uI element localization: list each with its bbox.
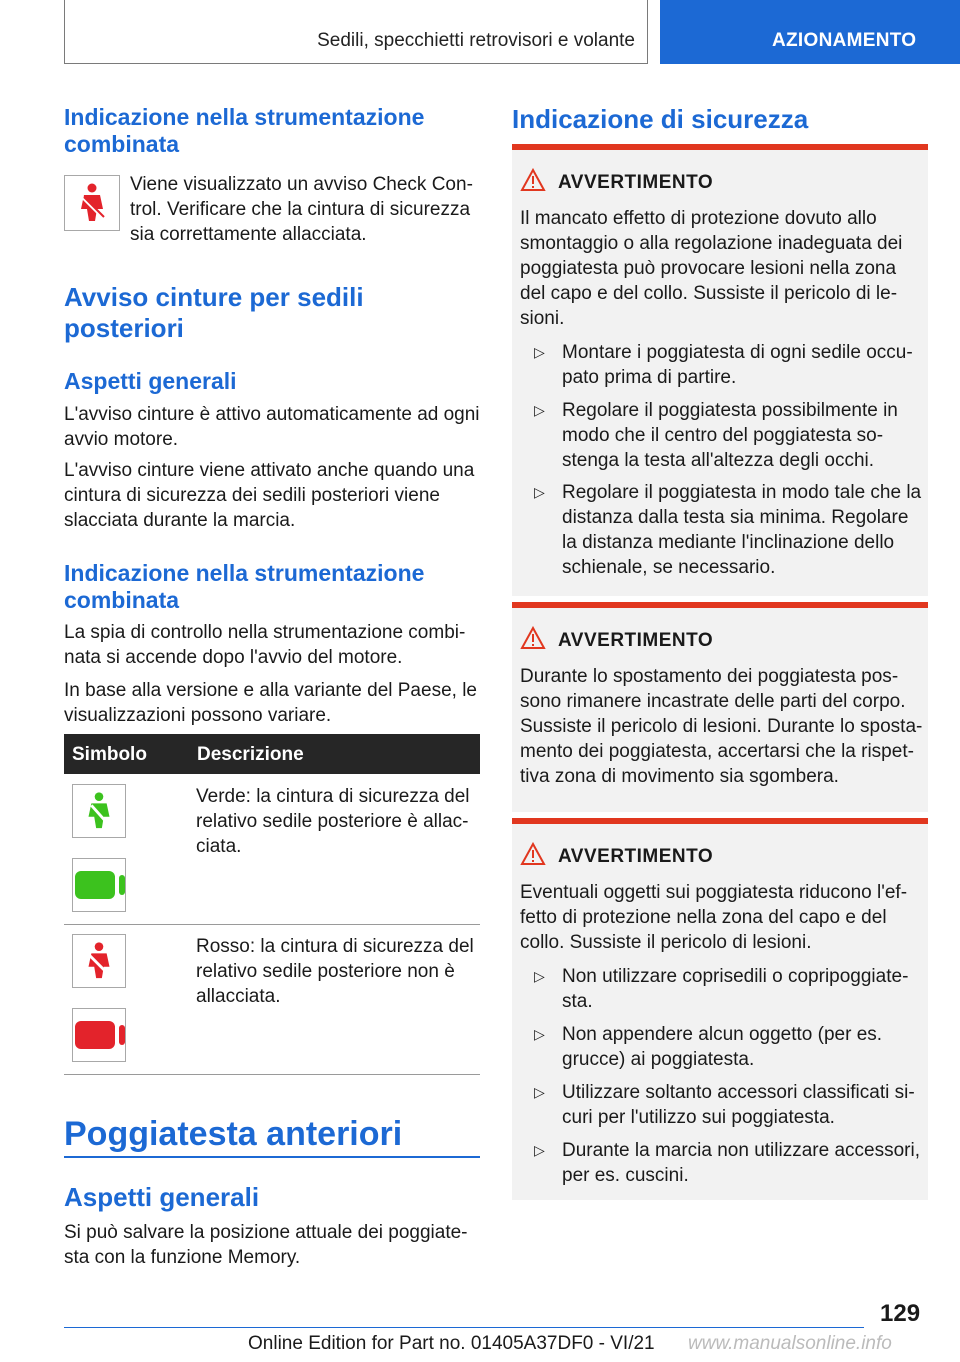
table-header-description: Descrizione [197,744,304,765]
cluster-text-1: Viene visualizzato un avviso Check Control. Verificare che la cintura di sicurezza sia correttamente allacciata. [130,174,473,245]
warning-title: AVVERTIMENTO [558,846,714,867]
warning-title: AVVERTIMENTO [558,630,714,651]
warning-box-3: AVVERTIMENTO Eventuali oggetti sui poggiatesta riducono l'effetto di protezione nella zona del capo e del collo. Sussiste il pericolo di lesioni. ▷ Non utilizzare coprisedili o copripoggiatesta. ▷ Non appendere alcun oggetto (per es. grucce) ai poggiatesta. ▷ Utilizzare soltanto accessori classificati sicuri per l'utilizzo sui poggiatesta. ▷ Durante la marcia non utilizzare accessori, per es. cuscini. [512,818,928,1200]
seat-indicator-red-icon [72,1008,126,1062]
warning-triangle-icon [520,842,546,866]
warning-text: Durante lo spostamento dei poggiatesta possono rimanere incastrate delle parti del corpo. Sussiste il pericolo di lesioni. Durante lo spostamento dei poggiatesta, accertarsi che la rispettiva zona di movimento sia sgombera. [520,666,923,787]
rear-paragraph-2: L'avviso cinture viene attivato anche quando una cintura di sicurezza dei sedili posteriori viene slacciata durante la marcia. [64,460,475,531]
table-bottom-rule [64,1074,480,1075]
seatbelt-red-icon [72,934,126,988]
header-chapter-tab[interactable] [660,0,960,64]
seatbelt-green-icon [72,784,126,838]
rear-general-heading: Aspetti generali [64,368,237,394]
warning-title: AVVERTIMENTO [558,172,714,193]
symbol-table-header [64,734,480,774]
headrest-heading-rule [64,1156,480,1158]
header-chapter-title: AZIONAMENTO [772,30,917,51]
rear-paragraph-4: In base alla versione e alla variante del Paese, le visualizzazioni possono variare. [64,680,477,726]
safety-heading: Indicazione di sicurezza [512,104,809,134]
footer-rule [64,1327,864,1328]
table-row-divider [64,924,480,925]
header-section-title: Sedili, specchietti retrovisori e volante [317,30,635,51]
rear-paragraph-1: L'avviso cinture è attivo automaticamente ad ogni avvio motore. [64,404,480,450]
rear-reminder-heading: Avviso cinture per sedili posteriori [64,282,364,343]
header-section-box [64,0,648,64]
warning-triangle-icon [520,168,546,192]
page-number: 129 [880,1300,921,1327]
warning-text: Eventuali oggetti sui poggiatesta riducono l'effetto di protezione nella zona del capo e del collo. Sussiste il pericolo di lesioni. [520,882,908,953]
table-row-description-red: Rosso: la cintura di sicurezza del relativo sedile posteriore non è allacciata. [196,936,474,1007]
headrest-heading: Poggiatesta anteriori [64,1115,403,1153]
seat-indicator-green-icon [72,858,126,912]
footer-edition: Online Edition for Part no. 01405A37DF0 - VI/21 [248,1333,655,1354]
table-header-symbol: Simbolo [72,744,147,765]
warning-triangle-icon [520,626,546,650]
table-row-description-green: Verde: la cintura di sicurezza del relativo sedile posteriore è allacciata. [196,786,470,857]
headrest-general-heading: Aspetti generali [64,1182,260,1212]
rear-cluster-heading: Indicazione nella strumentazione combinata [64,560,425,613]
headrest-paragraph-1: Si può salvare la posizione attuale dei poggiatesta con la funzione Memory. [64,1222,468,1268]
cluster-heading-1: Indicazione nella strumentazione combinata [64,104,425,157]
rear-paragraph-3: La spia di controllo nella strumentazione combinata si accende dopo l'avvio del motore. [64,622,466,668]
warning-box-1: AVVERTIMENTO Il mancato effetto di protezione dovuto allo smontaggio o alla regolazione inadeguata dei poggiatesta può provocare lesioni nella zona del capo e del collo. Sussiste il pericolo di lesioni. ▷ Montare i poggiatesta di ogni sedile occupato prima di partire. ▷ Regolare il poggiatesta possibilmente in modo che il centro del poggiatesta sostenga la testa all'altezza degli occhi. ▷ Regolare il poggiatesta in modo tale che la distanza dalla testa sia minima. Regolare la distanza mediante l'inclinazione dello schienale, se necessario. [512,144,928,596]
seatbelt-warning-icon [64,175,120,231]
warning-box-2 [512,602,928,812]
warning-text: Il mancato effetto di protezione dovuto allo smontaggio o alla regolazione inadeguata dei poggiatesta può provocare lesioni nella zona del capo e del collo. Sussiste il pericolo di lesioni. [520,208,903,329]
footer-watermark[interactable]: www.manualsonline.info [688,1333,892,1354]
